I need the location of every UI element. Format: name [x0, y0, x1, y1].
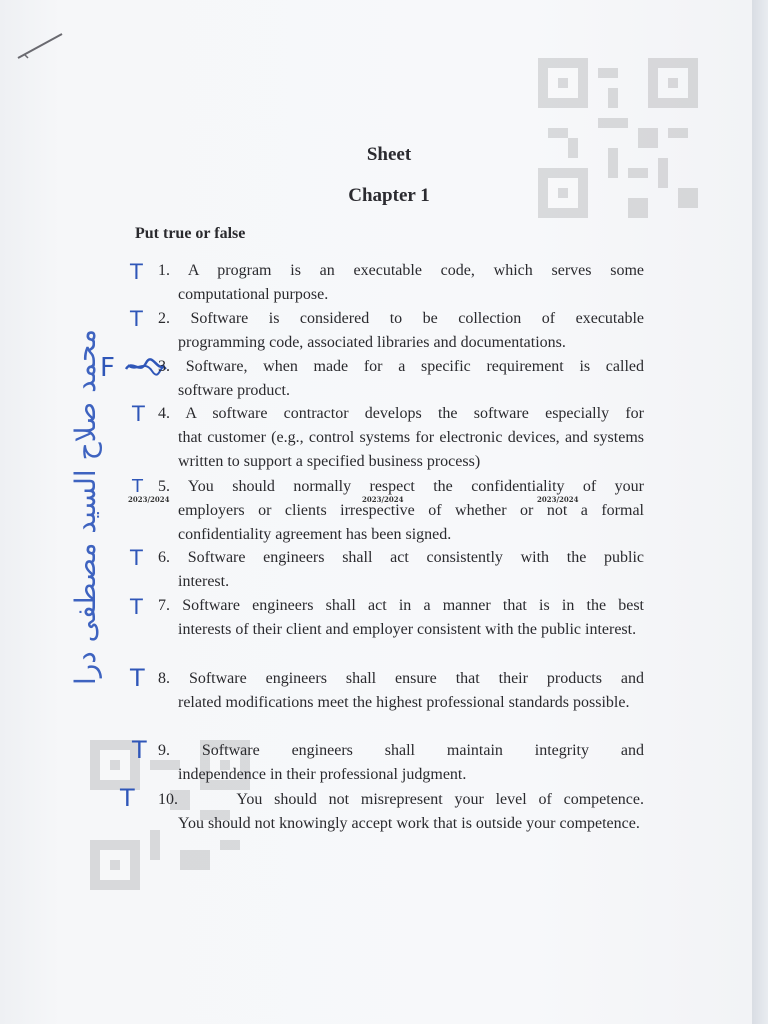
question-number: 8. [158, 670, 170, 687]
stamp-2023-2024: 2023/2024 [362, 495, 404, 504]
instruction-heading: Put true or false [135, 225, 246, 242]
question-text: Software is considered to be collection of executable [190, 310, 645, 327]
answer-mark-6: T [130, 546, 143, 570]
answer-mark-9: T [132, 736, 147, 764]
handwritten-side-note [44, 282, 100, 732]
answer-mark-7: T [130, 595, 143, 619]
question-text-cont: computational purpose. [178, 286, 329, 303]
question-text: Software engineers shall act consistently with the public [187, 549, 645, 566]
answer-mark-3: F [100, 353, 115, 383]
stamp-2023-2024: 2023/2024 [128, 495, 170, 504]
question-text-cont: software product. [178, 382, 290, 399]
question-8 [158, 667, 644, 715]
question-number: 5. [158, 478, 170, 495]
chapter-title: Chapter 1 [348, 185, 430, 206]
answer-mark-4: T [132, 402, 145, 426]
question-number: 4. [158, 405, 170, 422]
question-2 [158, 307, 644, 355]
answer-mark-8: T [130, 664, 145, 692]
answer-mark-5: T [132, 476, 143, 497]
question-number: 7. [158, 597, 170, 614]
question-4 [158, 402, 644, 474]
question-5 [158, 475, 644, 547]
stamp-2023-2024: 2023/2024 [537, 495, 579, 504]
question-text: Software, when made for a specific requirement is called [185, 358, 645, 375]
question-text-cont: employers or clients irrespective of whether or not a formal confidentiality agreement has been signed. [178, 502, 644, 543]
question-text: Software engineers shall act in a manner that is in the best [182, 597, 645, 614]
question-7 [158, 594, 644, 642]
question-number: 3. [158, 358, 170, 375]
question-text: A software contractor develops the software especially for [185, 405, 644, 422]
question-text: A program is an executable code, which serves some [187, 262, 644, 279]
question-number: 1. [158, 262, 170, 279]
question-1 [158, 259, 644, 307]
question-text: Software engineers shall ensure that their products and [188, 670, 644, 687]
question-text-cont: that customer (e.g., control systems for electronic devices, and systems written to support a specified business process) [178, 429, 644, 470]
pen-mark [14, 28, 66, 64]
question-text-cont: programming code, associated libraries and documentations. [178, 334, 566, 351]
answer-mark-10: T [120, 784, 135, 812]
question-number: 9. [158, 742, 170, 759]
question-text-cont: interests of their client and employer consistent with the public interest. [178, 621, 637, 638]
question-text: You should normally respect the confidentiality of your [187, 478, 645, 495]
question-text-cont: You should not knowingly accept work that is outside your competence. [178, 815, 640, 832]
question-number: 2. [158, 310, 170, 327]
answer-mark-2: T [130, 307, 143, 331]
question-text-cont: related modifications meet the highest professional standards possible. [178, 694, 630, 711]
handwritten-side-note-text: محمد صلاح السيد مصطفى درا [69, 328, 102, 686]
sheet-title: Sheet [366, 144, 412, 165]
question-text-cont: independence in their professional judgment. [178, 766, 467, 783]
question-3 [158, 355, 644, 403]
question-text: Software engineers shall maintain integrity and [201, 742, 645, 759]
question-9 [158, 739, 644, 787]
question-text: You should not misrepresent your level of competence. [236, 791, 645, 808]
answer-mark-1: T [130, 260, 143, 284]
question-10 [158, 788, 644, 836]
question-text-cont: interest. [178, 573, 230, 590]
question-number: 10. [158, 791, 178, 808]
question-6 [158, 546, 644, 594]
question-number: 6. [158, 549, 170, 566]
